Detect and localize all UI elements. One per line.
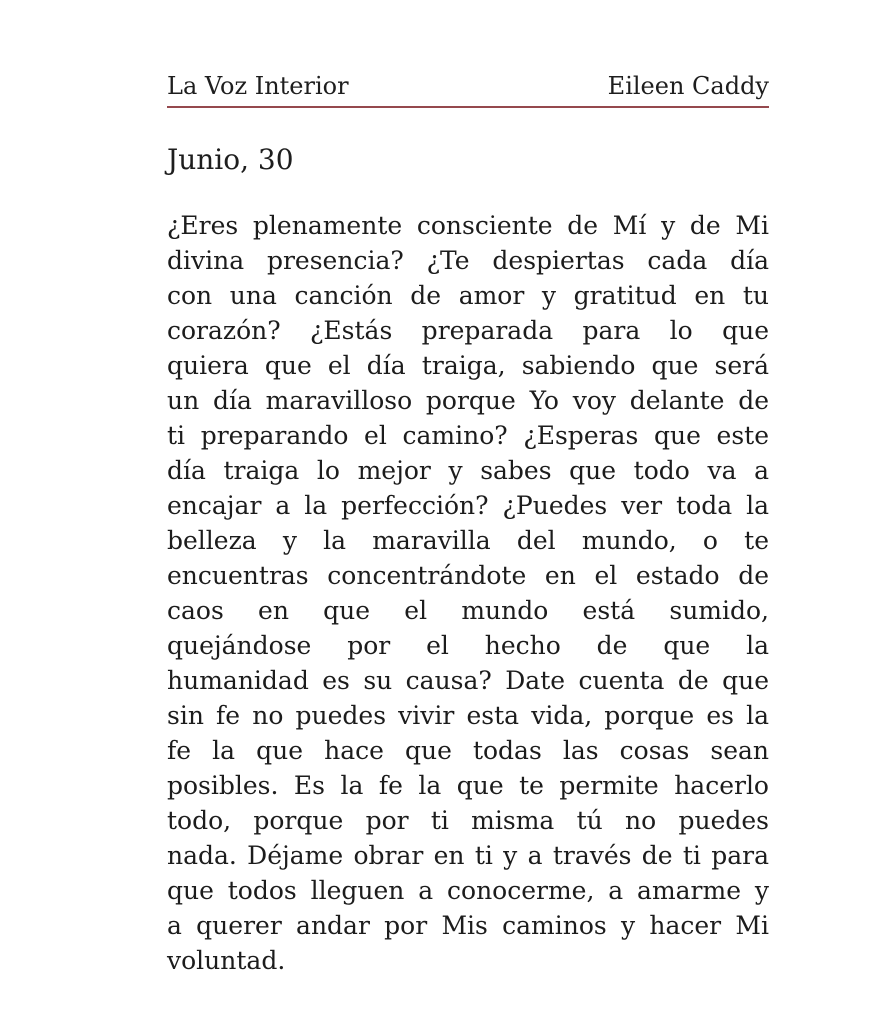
text-line: belleza y la maravilla del mundo, o te: [167, 526, 769, 555]
text-line: quiera que el día traiga, sabiendo que será: [167, 351, 769, 380]
text-line: fe la que hace que todas las cosas sean: [167, 736, 769, 765]
book-title: La Voz Interior: [167, 72, 349, 100]
author-name: Eileen Caddy: [607, 72, 769, 100]
text-line: corazón? ¿Estás preparada para lo que: [167, 316, 769, 345]
text-line: todo, porque por ti misma tú no puedes: [167, 806, 769, 835]
text-line: que todos lleguen a conocerme, a amarme y: [167, 876, 769, 905]
text-line: día traiga lo mejor y sabes que todo va a: [167, 456, 769, 485]
page-content: [167, 0, 769, 978]
date-heading: Junio, 30: [167, 143, 294, 176]
text-line: caos en que el mundo está sumido,: [167, 596, 769, 625]
text-line: con una canción de amor y gratitud en tu: [167, 281, 769, 310]
text-line: voluntad.: [167, 946, 286, 975]
text-line: ti preparando el camino? ¿Esperas que este: [167, 421, 769, 450]
text-line: quejándose por el hecho de que la: [167, 631, 769, 660]
text-line: a querer andar por Mis caminos y hacer Mi: [167, 911, 769, 940]
text-line: sin fe no puedes vivir esta vida, porque es la: [167, 701, 769, 730]
entry-paragraph: [167, 208, 769, 978]
page-header: [167, 72, 769, 100]
text-line: encuentras concentrándote en el estado de: [167, 561, 769, 590]
text-line: encajar a la perfección? ¿Puedes ver toda la: [167, 491, 769, 520]
text-line: nada. Déjame obrar en ti y a través de ti para: [167, 841, 769, 870]
text-line: divina presencia? ¿Te despiertas cada día: [167, 246, 769, 275]
text-line: posibles. Es la fe la que te permite hacerlo: [167, 771, 769, 800]
text-line: humanidad es su causa? Date cuenta de que: [167, 666, 769, 695]
header-rule: [167, 106, 769, 108]
text-line: un día maravilloso porque Yo voy delante de: [167, 386, 769, 415]
text-line: ¿Eres plenamente consciente de Mí y de Mi: [167, 211, 769, 240]
